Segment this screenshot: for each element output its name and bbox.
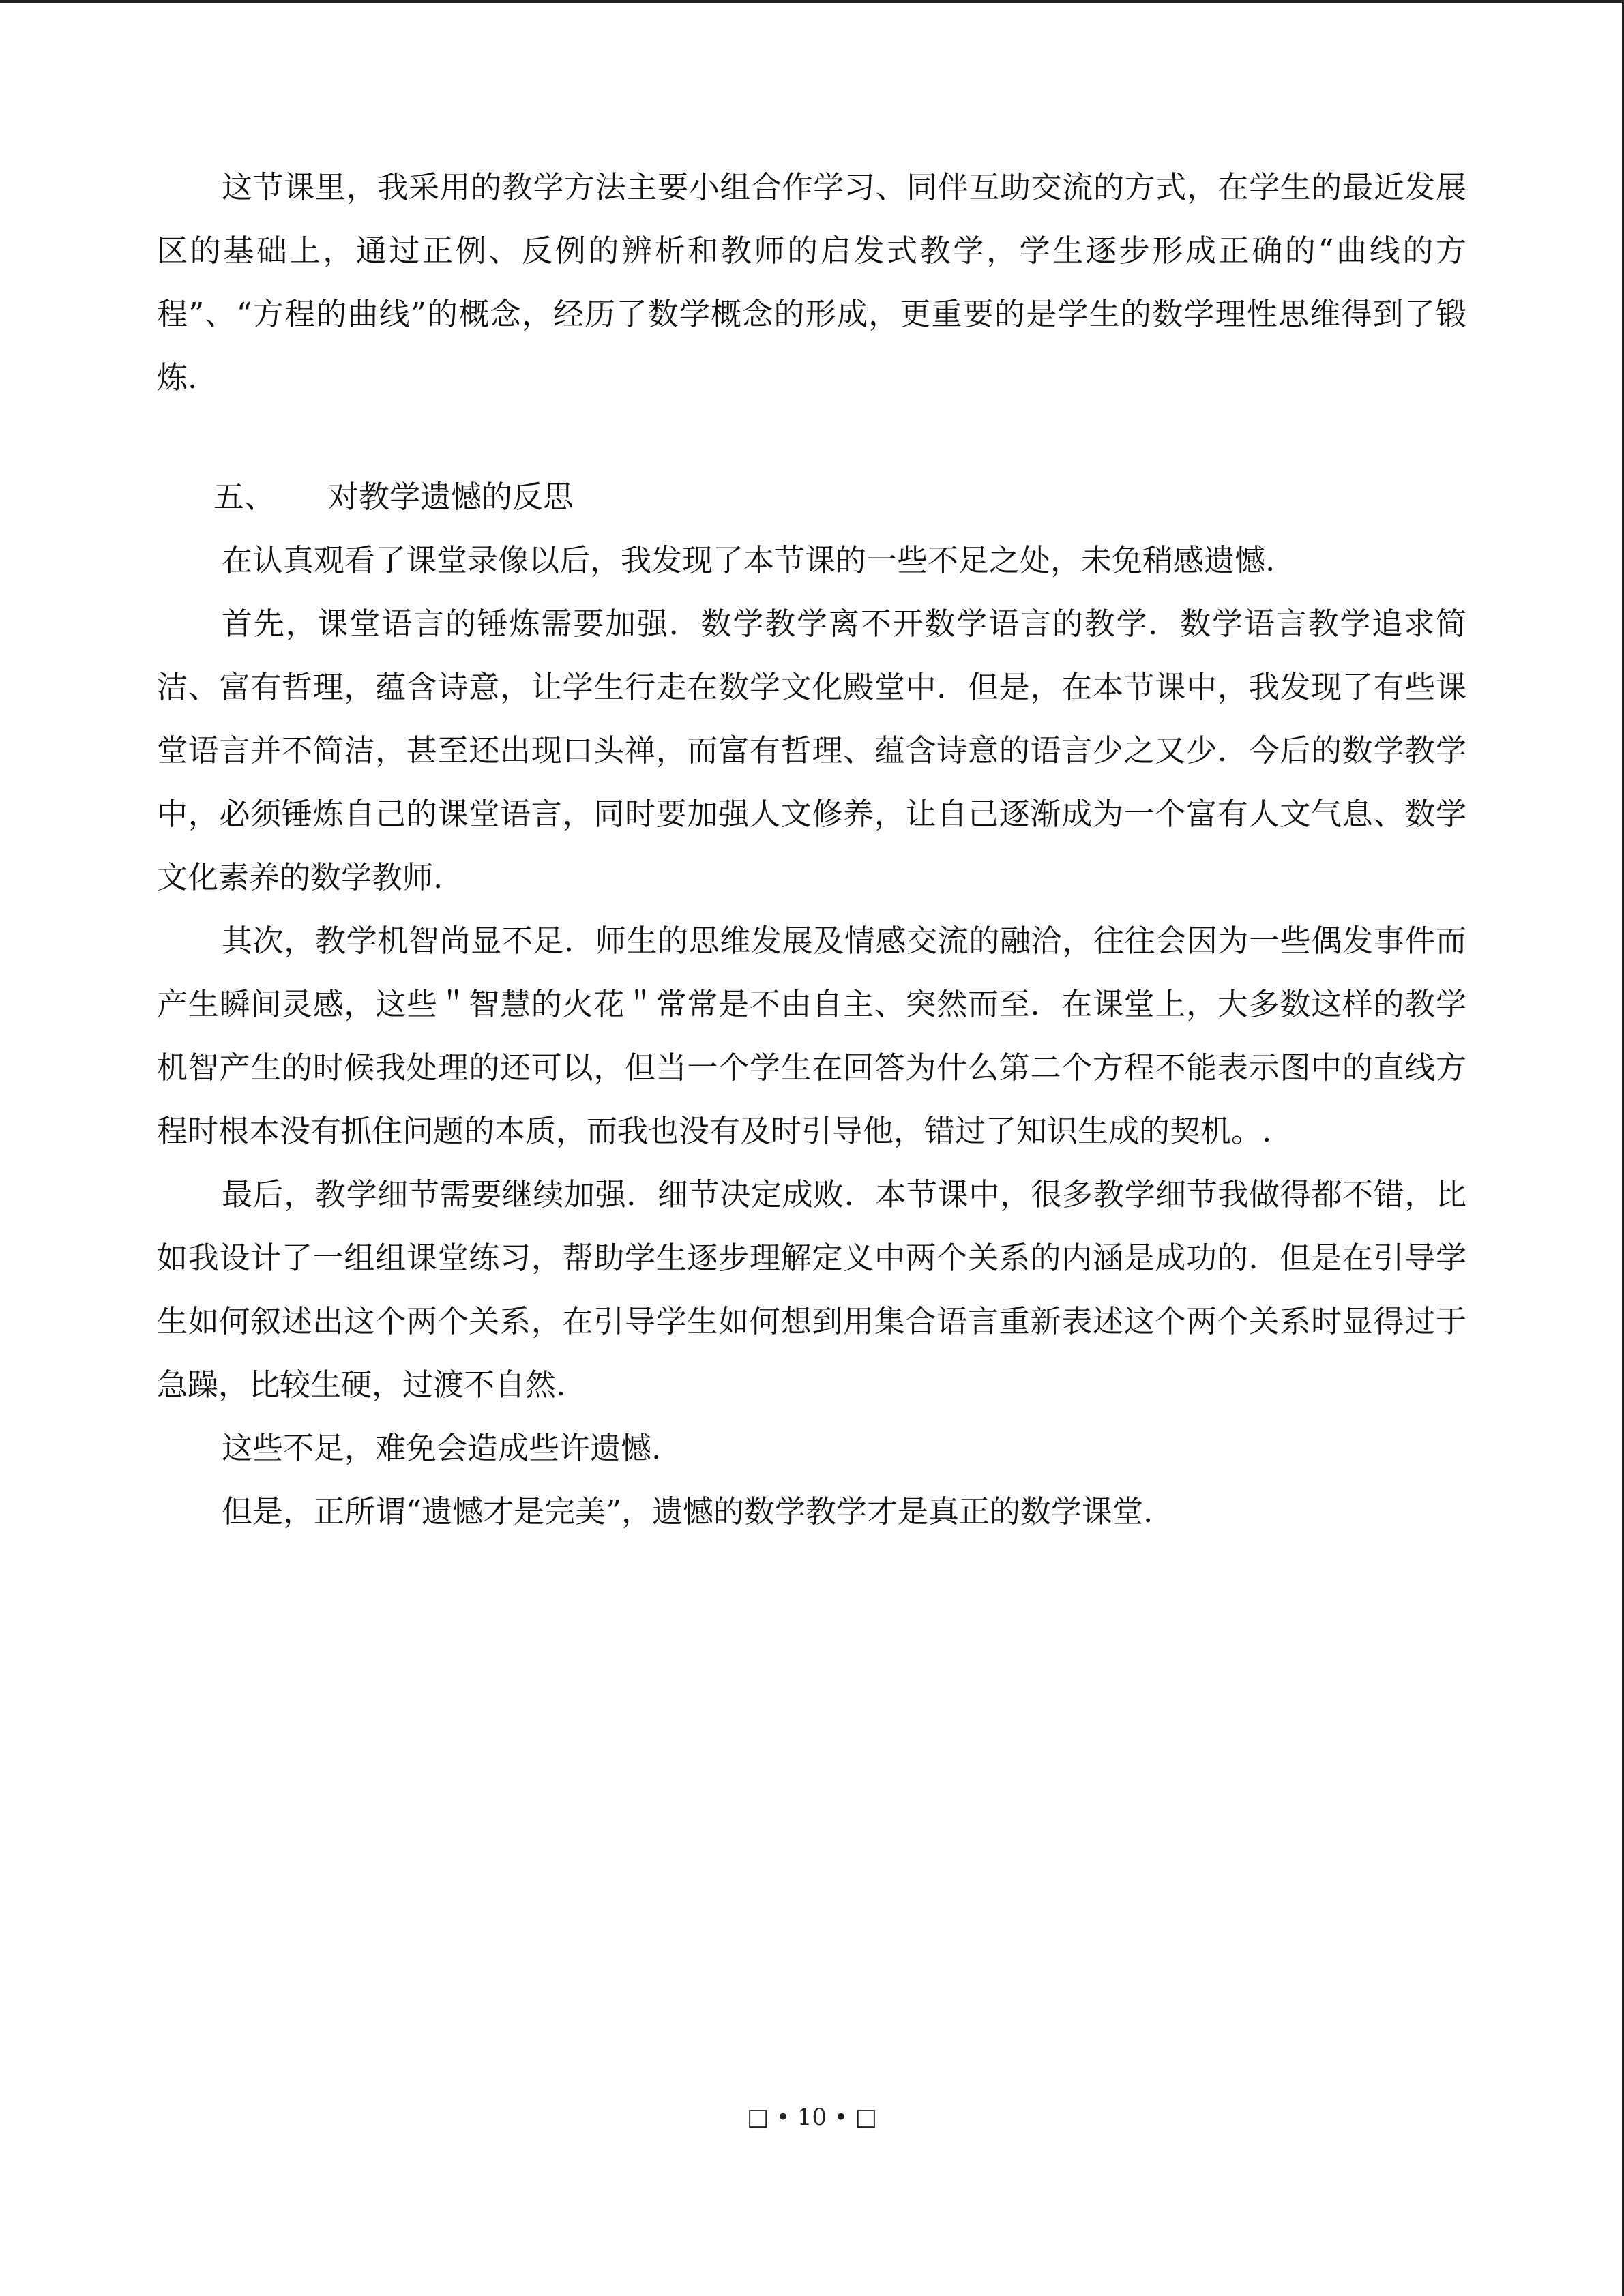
- section-heading: [157, 465, 1466, 528]
- paragraph-regret: 这些不足，难免会造成些许遗憾.: [222, 1430, 662, 1466]
- paragraph-details: 最后，教学细节需要继续加强．细节决定成败．本节课中，很多教学细节我做得都不错，比如我设计了一组组课堂练习，帮助学生逐步理解定义中两个关系的内涵是成功的．但是在引导学生如何叙述出这个两个关系，在引导学生如何想到用集合语言重新表述这个两个关系时显得过于急躁，比较生硬，过渡不自然.: [157, 1176, 1466, 1403]
- paragraph-language: 首先，课堂语言的锤炼需要加强．数学教学离不开数学语言的教学．数学语言教学追求简洁、富有哲理，蕴含诗意，让学生行走在数学文化殿堂中．但是，在本节课中，我发现了有些课堂语言并不简洁，甚至还出现口头禅，而富有哲理、蕴含诗意的语言少之又少．今后的数学教学中，必须锤炼自己的课堂语言，同时要加强人文修养，让自己逐渐成为一个富有人文气息、数学文化素养的数学教师.: [157, 606, 1466, 895]
- page-border-top: [0, 0, 1624, 3]
- document-body: [157, 155, 1466, 1543]
- paragraph-observation: 在认真观看了课堂录像以后，我发现了本节课的一些不足之处，未免稍感遗憾.: [222, 542, 1275, 578]
- paragraph-conclusion: 但是，正所谓“遗憾才是完美”，遗憾的数学教学才是真正的数学课堂.: [222, 1493, 1153, 1530]
- section-title: 对教学遗憾的反思: [328, 479, 574, 515]
- intro-paragraph: 这节课里，我采用的教学方法主要小组合作学习、同伴互助交流的方式，在学生的最近发展区的基础上，通过正例、反例的辨析和教师的启发式教学，学生逐步形成正确的“曲线的方程”、“方程的曲线”的概念，经历了数学概念的形成，更重要的是学生的数学理性思维得到了锻炼.: [157, 169, 1466, 396]
- section-number: 五、: [213, 479, 276, 515]
- page-number: □ • 10 • □: [747, 2104, 877, 2131]
- paragraph-wisdom: 其次，教学机智尚显不足．师生的思维发展及情感交流的融洽，往往会因为一些偶发事件而产生瞬间灵感，这些＂智慧的火花＂常常是不由自主、突然而至．在课堂上，大多数这样的教学机智产生的时候我处理的还可以，但当一个学生在回答为什么第二个方程不能表示图中的直线方程时根本没有抓住问题的本质，而我也没有及时引导他，错过了知识生成的契机。.: [157, 923, 1466, 1149]
